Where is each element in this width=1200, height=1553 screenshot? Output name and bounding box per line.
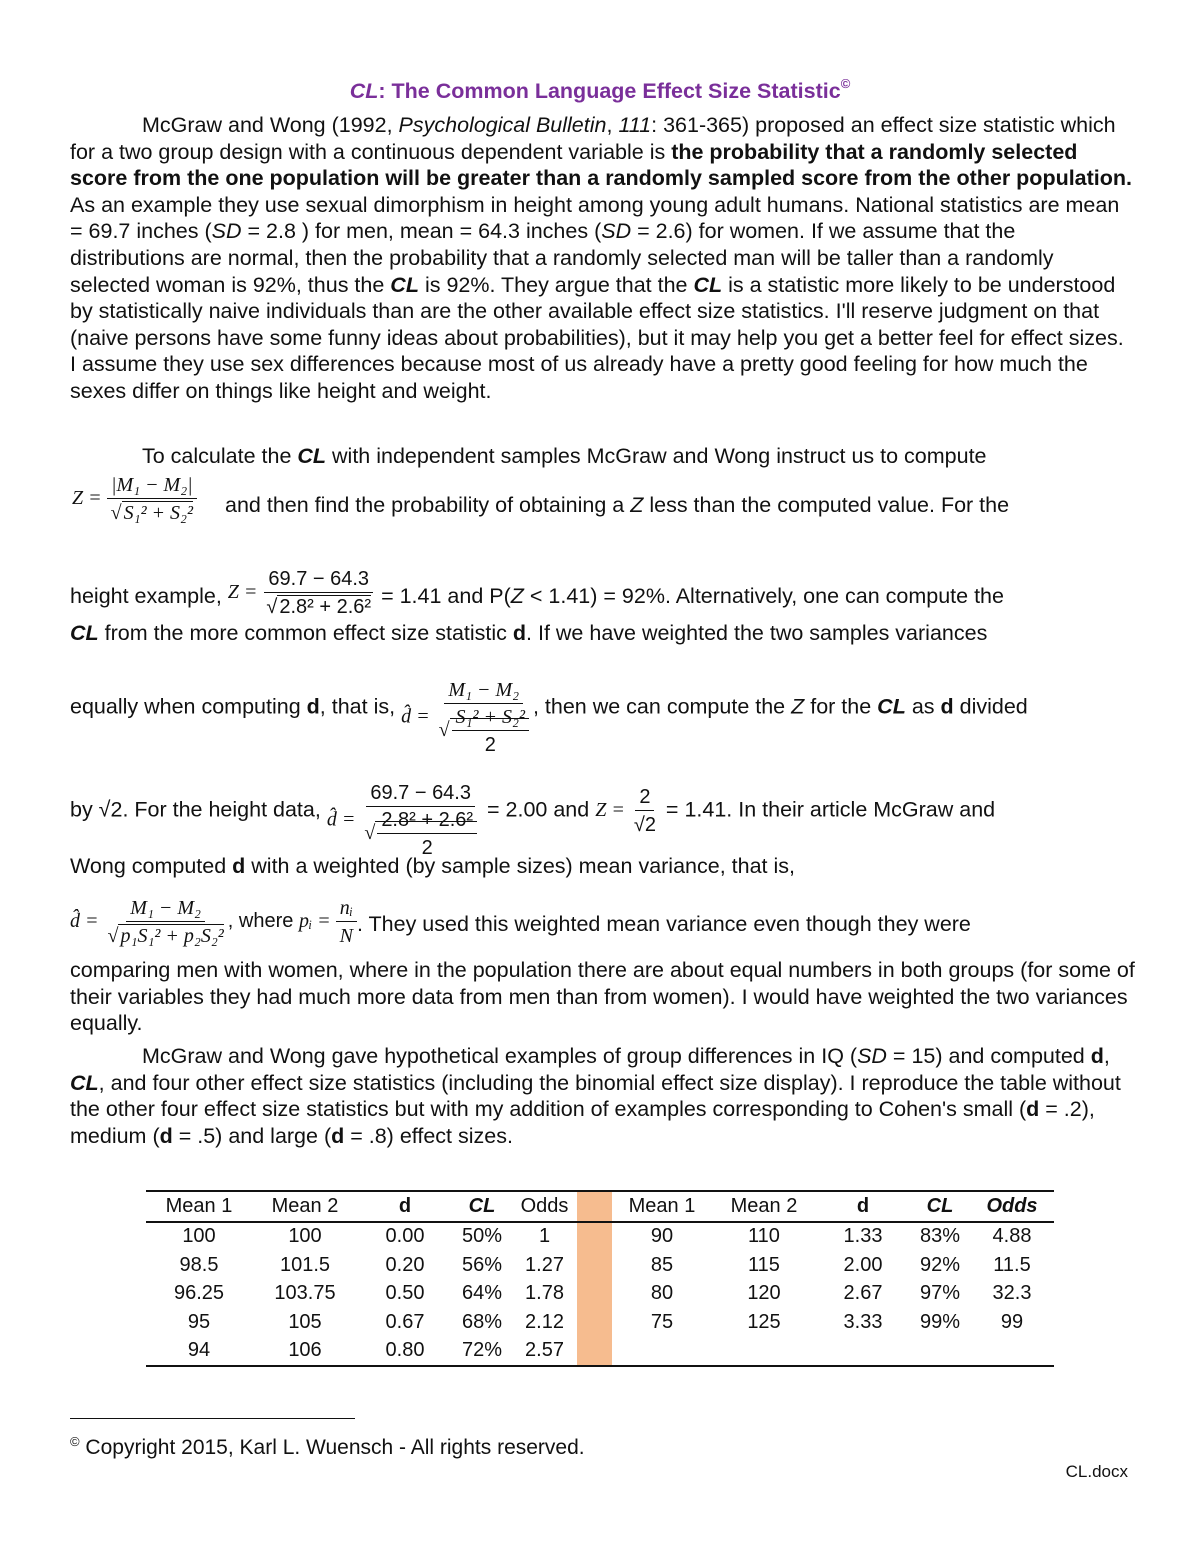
text-wong-weighted: Wong computed d with a weighted (by sample sizes) mean variance, that is, (70, 854, 795, 878)
header-d: d (358, 1191, 452, 1222)
table-cell: 4.88 (992, 1225, 1032, 1248)
table-cell: 95 (187, 1310, 211, 1333)
table-cell: 32.3 (992, 1282, 1032, 1305)
table-cell: 120 (747, 1282, 781, 1305)
table-gap (577, 1280, 612, 1309)
header-odds: Odds (970, 1191, 1054, 1222)
table-cell: 90 (650, 1225, 674, 1248)
header-odds: Odds (512, 1191, 577, 1222)
header-mean1: Mean 1 (146, 1191, 252, 1222)
table-row (146, 1251, 1054, 1280)
table-cell: 2.57 (512, 1337, 577, 1367)
table-gap (577, 1337, 612, 1367)
header-d: d (816, 1191, 910, 1222)
text-cl-from-d: CL from the more common effect size statistic d. If we have weighted the two samples variances (70, 621, 988, 645)
text-height-data: by √2. For the height data, d̂ = 69.7 − 64.3 √ $\frac{\text{2.8² + 2.6²}}{2}$ = 2.00 and Z = $\frac{2}{√2}$ = 1.41. In their article McGraw and (70, 782, 996, 859)
table-cell: 56% (461, 1253, 503, 1276)
equation-z-formula: Z = $\frac{\text{|M₁ − M₂|}}{\text{√ S₁² + S₂²}}$ (72, 472, 197, 527)
table-cell: 85 (650, 1253, 674, 1276)
table-cell: 83% (919, 1225, 961, 1248)
table-cell: 0.80 (358, 1337, 452, 1367)
table-row (146, 1337, 1054, 1367)
table-cell: 103.75 (274, 1282, 336, 1305)
paragraph-intro: McGraw and Wong (1992, Psychological Bulletin, 111: 361-365) proposed an effect size statistic which for a two group design with a continuous dependent variable is the probability that a randomly selected score from the one population will be greater than a randomly sampled score from the other population. As an example they use sexual dimorphism in height among young adult humans. National statistics are mean = 69.7 inches (SD = 2.8 ) for men, mean = 64.3 inches (SD = 2.6) for women. If we assume that the distributions are normal, then the probability that a randomly selected man will be taller than a randomly selected woman is 92%, thus the CL is 92%. They argue that the CL is a statistic more likely to be understood by statistically naive individuals than are the other available effect size statistics. I'll reserve judgment on that (naive persons have some funny ideas about probabilities), but it may help you get a better feel for effect sizes. I assume they use sex differences because most of us already have a pretty good feeling for how much the sexes differ on things like height and weight. (70, 113, 1133, 403)
table-row (146, 1222, 1054, 1252)
paragraph-comparing: comparing men with women, where in the population there are about equal numbers in both groups (for some of their variables they had much more data from men than from women). I would have weighted the two variances equally. (70, 958, 1135, 1036)
table-gap (577, 1222, 612, 1252)
table-row (146, 1308, 1054, 1337)
table-cell: 94 (146, 1337, 252, 1367)
table-cell: 0.67 (385, 1310, 425, 1333)
table-cell: 80 (650, 1282, 674, 1305)
header-cl: CL (452, 1191, 512, 1222)
table-cell: 0.50 (385, 1282, 425, 1305)
text-weighted-d: d̂ = $\frac{\text{M₁ − M₂}}{\text{√ p₁S₁² + p₂S₂²}}$ , where pᵢ = $\frac{\text{nᵢ}}{N}$ . They used this weighted mean variance even though they were (70, 897, 971, 947)
table-cell: 115 (748, 1253, 780, 1276)
table-cell: 110 (748, 1225, 780, 1248)
table-cell: 2.00 (843, 1253, 883, 1276)
table-cell: 64% (461, 1282, 503, 1305)
footnote-rule (70, 1418, 355, 1419)
header-mean2: Mean 2 (252, 1191, 358, 1222)
table-gap (577, 1191, 612, 1222)
effect-size-table (146, 1190, 1054, 1367)
table-cell: 50% (461, 1225, 503, 1248)
text-equally: equally when computing d, that is, d̂ = M₁ − M₂ √ $\frac{\text{S₁² + S₂²}}{2}$ , then we can compute the Z for the CL as d divided (70, 679, 1028, 756)
table-cell: 106 (252, 1337, 358, 1367)
page-title: CL: The Common Language Effect Size Statistic© (349, 76, 851, 104)
table-cell: 101.5 (279, 1253, 331, 1276)
table-cell (910, 1337, 970, 1367)
table-row (146, 1280, 1054, 1309)
document-filename: CL.docx (1065, 1462, 1128, 1481)
table-cell (970, 1337, 1054, 1367)
table-cell: 72% (452, 1337, 512, 1367)
table-cell: 1.27 (525, 1253, 564, 1276)
table-cell: 1.33 (843, 1225, 883, 1248)
table-cell: 100 (288, 1225, 322, 1248)
paragraph-calculate: To calculate the CL with independent samples McGraw and Wong instruct us to compute (142, 444, 987, 468)
table-header-row (146, 1191, 1054, 1222)
table-cell: 2.12 (525, 1310, 564, 1333)
table-cell: 97% (919, 1282, 961, 1305)
table-cell (612, 1337, 712, 1367)
table-cell (712, 1337, 816, 1367)
table-cell: 96.25 (173, 1282, 225, 1305)
table-cell: 0.00 (385, 1225, 425, 1248)
table-cell: 100 (182, 1225, 216, 1248)
table-cell: 75 (650, 1310, 674, 1333)
text-height-example: height example, Z = $\frac{69.7 - 64.3}{\text{√ 2.8² + 2.6²}}$ = 1.41 and P(Z < 1.41) = 92%. Alternatively, one can compute the (70, 568, 1004, 618)
text-after-eq1: and then find the probability of obtaining a Z less than the computed value. For the (225, 493, 1010, 517)
paragraph-iq-examples: McGraw and Wong gave hypothetical examples of group differences in IQ (SD = 15) and computed d, CL, and four other effect size statistics (including the binomial effect size display). I reproduce the table without the other four effect size statistics but with my addition of examples corresponding to Cohen's small (d = .2), medium (d = .5) and large (d = .8) effect sizes. (70, 1044, 1121, 1148)
table-cell: 98.5 (179, 1253, 219, 1276)
header-mean1: Mean 1 (612, 1191, 712, 1222)
footnote: © Copyright 2015, Karl L. Wuensch - All rights reserved. (70, 1434, 585, 1459)
table-gap (577, 1251, 612, 1280)
header-cl: CL (910, 1191, 970, 1222)
table-cell: 2.67 (843, 1282, 883, 1305)
table-gap (577, 1308, 612, 1337)
table-cell: 68% (461, 1310, 503, 1333)
table-cell: 1.78 (525, 1282, 564, 1305)
header-mean2: Mean 2 (712, 1191, 816, 1222)
table-cell (816, 1337, 910, 1367)
table-cell: 11.5 (993, 1253, 1031, 1276)
table-cell: 3.33 (843, 1310, 883, 1333)
table-cell: 99% (919, 1310, 961, 1333)
table-cell: 99 (1000, 1310, 1024, 1333)
table-cell: 105 (288, 1310, 322, 1333)
table-cell: 0.20 (385, 1253, 425, 1276)
table-cell: 92% (919, 1253, 961, 1276)
table-cell: 125 (747, 1310, 781, 1333)
table-cell: 1 (538, 1225, 551, 1248)
